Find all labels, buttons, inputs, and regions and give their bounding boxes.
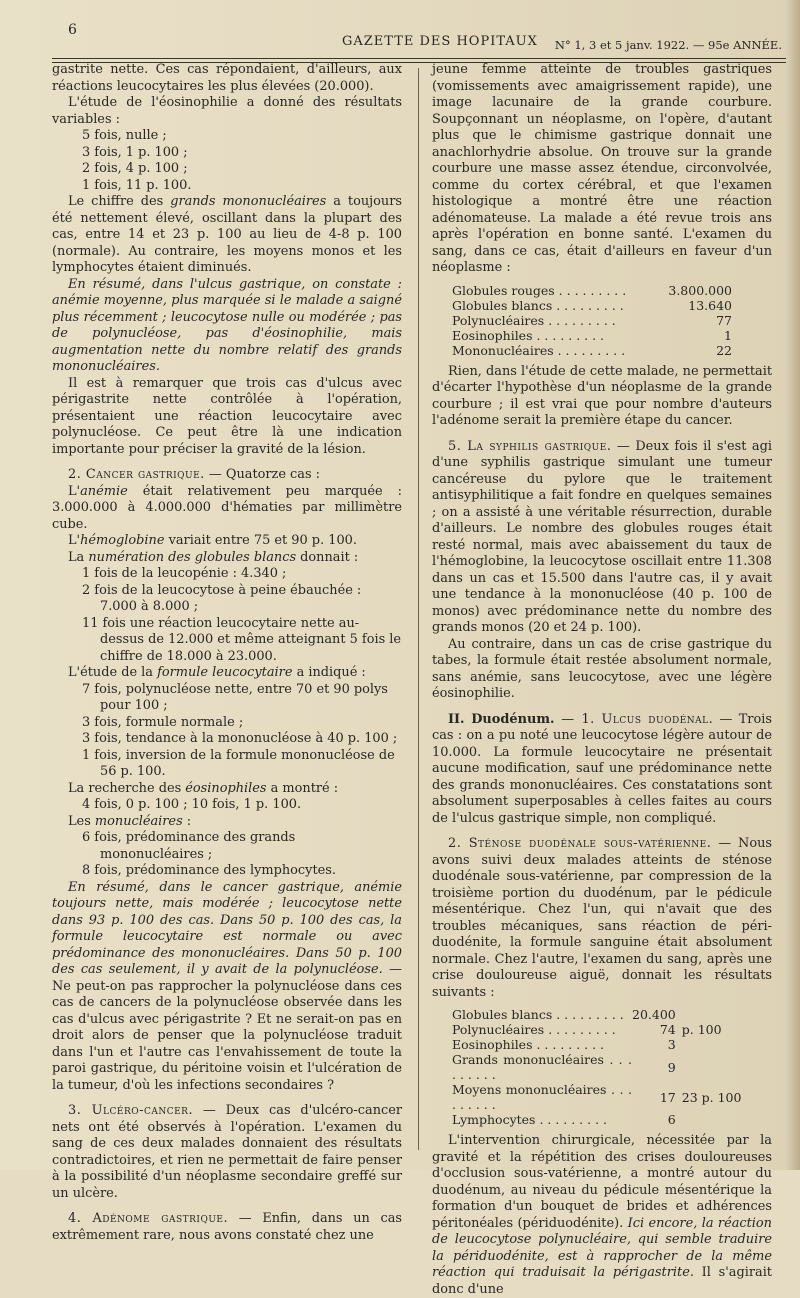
row-label: Polynucléaires . . . . . . . . . [452,1022,616,1037]
column-divider [418,68,419,1150]
blood-count-table-2 [452,1007,742,1127]
table-row [452,1112,742,1127]
paragraph: La recherche des éosinophiles a montré : [68,780,339,796]
row-value: 20.400 [632,1007,676,1022]
paragraph: L'intervention chirurgicale, nécessitée par la gravité et la répétition des crises douloureuses d'occlusion sous-vatérienne, a montré autour du duodénum, au niveau du pédicule mésentérique la formation d'un bouquet de brides et adhérences péritonéales (périduodénite). Ici encore, la réaction de leucocytose polynucléaire, qui semble traduire la périduodénite, est à rapprocher de la même réaction qui traduisait la périgastrite. Il s'agirait donc d'une [432,1133,772,1297]
row-value: 77 [716,312,732,328]
row-value: 6 [667,1112,676,1127]
paragraph: L'étude de la formule leucocytaire a indiqué : [68,665,366,680]
table-row [452,343,732,358]
table-row [452,328,732,343]
paragraph: jeune femme atteinte de troubles gastriques (vomissements avec amaigrissement rapide), une image lacunaire de la grande courbure. Soupçonnant un néoplasme, on l'opère, d'autant plus que le chimisme gastrique donnait une anachlorhydrie absolue. On trouve sur la grande courbure une masse assez étendue, circonvolvée, comme du cortex cérébral, et que l'examen histologique a montré être une réaction adénomateuse. La malade a été revue trois ans après l'opération en bonne santé. L'examen du sang, dans ce cas, était d'ailleurs en faveur d'un néoplasme : [432,62,772,275]
list-item: 2 fois de la leucocytose à peine ébauchée : 7.000 à 8.000 ; [82,582,362,614]
row-unit [676,1007,742,1022]
list-item: 3 fois, formule normale ; [82,714,244,730]
row-value: 1 [724,327,732,343]
row-label: Globules blancs . . . . . . . . . [452,1007,624,1022]
row-label: Polynucléaires . . . . . . . . . [452,312,616,328]
paragraph-summary: En résumé, dans l'ulcus gastrique, on constate : anémie moyenne, plus marquée si le malade a saigné plus récemment ; leucocytose nulle ou modérée ; pas de polynucléose, pas d'éosinophilie, mais augmentation nette du nombre relatif des grands mononucléaires. [52,276,402,374]
row-label: Grands mononucléaires . . . . . . . . . [452,1052,632,1082]
row-unit [676,1052,742,1082]
row-label: Eosinophiles . . . . . . . . . [452,327,605,343]
row-label: Eosinophiles . . . . . . . . . [452,1037,605,1052]
list-item: 3 fois, tendance à la mononucléose à 40 p. 100 ; [82,731,398,746]
table-row [452,1037,742,1052]
list-item: 8 fois, prédominance des lymphocytes. [82,863,336,878]
paragraph: La numération des globules blancs donnait : [68,549,359,565]
table-row [452,283,732,298]
list-item: 1 fois, inversion de la formule mononucléose de 56 p. 100. [82,747,395,779]
row-unit: 23 p. 100 [681,1089,742,1105]
list-item: 5 fois, nulle ; [82,128,167,143]
row-unit [676,1037,742,1052]
table-row [452,1022,742,1037]
row-value: 22 [716,342,732,358]
table-row [452,298,732,313]
row-value: 13.640 [688,297,732,313]
row-value: 17 [659,1089,676,1105]
table-row [452,313,732,328]
section-heading-syphilis: 5. La syphilis gastrique. — Deux fois il s'est agi d'une syphilis gastrique simulant une tumeur cancéreuse du pylore que le traitement antisyphilitique a fait fondre en quelques semaines ; on a assisté à une véritable résurrection, durable d'ailleurs. Le nombre des globules rouges était resté normal, mais avec abaissement du taux de l'hémoglobine, la leucocytose oscillait entre 11.308 dans un cas et 15.500 dans l'autre cas, il y avait une tendance à la mononucléose (40 p. 100 de monos) avec prédominance nette du nombre des grands monos (20 et 24 p. 100). [432,438,772,635]
row-value: 3.800.000 [668,282,732,298]
paragraph: Le chiffre des grands mononucléaires a toujours été nettement élevé, oscillant dans la plupart des cas, entre 14 et 23 p. 100 au lieu de 4-8 p. 100 (normale). Au contraire, les moyens monos et les lymphocytes étaient diminués. [52,194,402,275]
paragraph: L'anémie était relativement peu marquée : 3.000.000 à 4.000.000 d'hématies par millimètre cube. [52,483,402,532]
paragraph: Rien, dans l'étude de cette malade, ne permettait d'écarter l'hypothèse d'un néoplasme de la grande courbure ; il est vrai que pour nombre d'auteurs l'adénome serait la première étape du cancer. [432,363,772,428]
row-label: Globules rouges . . . . . . . . . [452,282,627,298]
paragraph: L'étude de l'éosinophilie a donné des résultats variables : [52,95,402,127]
paragraph-summary: En résumé, dans le cancer gastrique, anémie toujours nette, mais modérée ; leucocytose nette dans 93 p. 100 des cas. Dans 50 p. 100 des cas, la formule leucocytaire est normale ou avec prédominance des mononucléaires. Dans 50 p. 100 des cas seulement, il y avait de la polynucléose. — Ne peut-on pas rapprocher la polynucléose dans ces cas de cancers de la polynucléose observée dans les cas d'ulcus avec périgastrite ? Et ne serait-on pas en droit alors de penser que la polynucléose traduit dans l'un et l'autre cas l'envahissement de toute la paroi gastrique, du péritoine voisin et l'ulcération de la tumeur, d'où les infections secondaires ? [52,879,402,1093]
page-header [52,20,786,60]
row-value: 74 [659,1022,676,1037]
left-column [52,62,402,1244]
row-value: 3 [667,1037,676,1052]
section-heading-ulcero-cancer: 3. Ulcéro-cancer. — Deux cas d'ulcéro-cancer nets ont été observés à l'opération. L'examen du sang de ces deux malades donnaient des résultats contradictoires, et rien ne permettait de faire penser à la possibilité d'un néoplasme secondaire greffé sur un ulcère. [52,1103,403,1201]
list-item: 2 fois, 4 p. 100 ; [82,161,188,176]
row-label: Lymphocytes . . . . . . . . . [452,1112,607,1127]
table-row [452,1082,742,1112]
list-item: 11 fois une réaction leucocytaire nette au-dessus de 12.000 et même atteignant 5 fois le chiffre de 18.000 à 23.000. [82,615,402,664]
table-row [452,1007,742,1022]
paragraph: Il est à remarquer que trois cas d'ulcus avec périgastrite nette contrôlée à l'opération, présentaient une réaction leucocytaire avec polynucléose. Ce peut être là une indication importante pour préciser la gravité de la lésion. [52,375,402,457]
row-value: 9 [667,1059,676,1075]
list-item: 3 fois, 1 p. 100 ; [82,144,188,160]
header-rule [52,58,786,59]
list-item: 1 fois, 11 p. 100. [82,177,192,193]
journal-title: GAZETTE DES HOPITAUX [342,34,538,49]
issue-info: N° 1, 3 et 5 janv. 1922. — 95e ANNÉE. [554,38,782,52]
list-item: 4 fois, 0 p. 100 ; 10 fois, 1 p. 100. [82,797,302,812]
paragraph: L'hémoglobine variait entre 75 et 90 p. 100. [68,533,357,548]
paragraph: gastrite nette. Ces cas répondaient, d'ailleurs, aux réactions leucocytaires les plus élevées (20.000). [52,62,402,94]
paragraph: Les monucléaires : [68,813,192,829]
row-label: Moyens mononucléaires . . . . . . . . . [452,1082,632,1112]
section-heading-cancer: 2. Cancer gastrique. — Quatorze cas : [68,467,321,482]
row-label: Mononucléaires . . . . . . . . . [452,342,626,358]
page-number: 6 [68,22,77,38]
right-column [432,62,772,1298]
section-heading-stenose: 2. Sténose duodénale sous-vatérienne. — Nous avons suivi deux malades atteints de sténose duodénale sous-vatérienne, par compression de la troisième portion du duodénum, par le pédicule mésentérique. Chez l'un, qui n'avait que des troubles mécaniques, sans réaction de péri-duodénite, la formule sanguine était absolument normale. Chez l'autre, l'examen du sang, après une crise douloureuse aiguë, donnait les résultats suivants : [432,836,772,1000]
row-unit [676,1112,742,1127]
list-item: 7 fois, polynucléose nette, entre 70 et 90 polys pour 100 ; [82,681,388,713]
row-unit: p. 100 [681,1022,722,1037]
table-row [452,1052,742,1082]
blood-count-table [452,283,732,358]
list-item: 6 fois, prédominance des grands mononucléaires ; [82,830,296,862]
paragraph: Au contraire, dans un cas de crise gastrique du tabes, la formule était restée absolument normale, sans anémie, sans leucocytose, avec une légère éosinophilie. [432,636,772,701]
section-heading-adenome: 4. Adénome gastrique. — Enfin, dans un cas extrêmement rare, nous avons constaté chez une [52,1211,402,1243]
list-item: 1 fois de la leucopénie : 4.340 ; [82,566,287,581]
page-edge-shadow [786,0,800,1170]
row-label: Globules blancs . . . . . . . . . [452,297,624,313]
section-heading-duodenum: II. Duodénum. — 1. Ulcus duodénal. — Trois cas : on a pu noté une leucocytose légère autour de 10.000. La formule leucocytaire ne présentait aucune modification, sauf une prédominance nette des grands mononucléaires. Ces constatations sont absolument superposables à celles faites au cours de l'ulcus gastrique simple, non compliqué. [432,711,772,826]
